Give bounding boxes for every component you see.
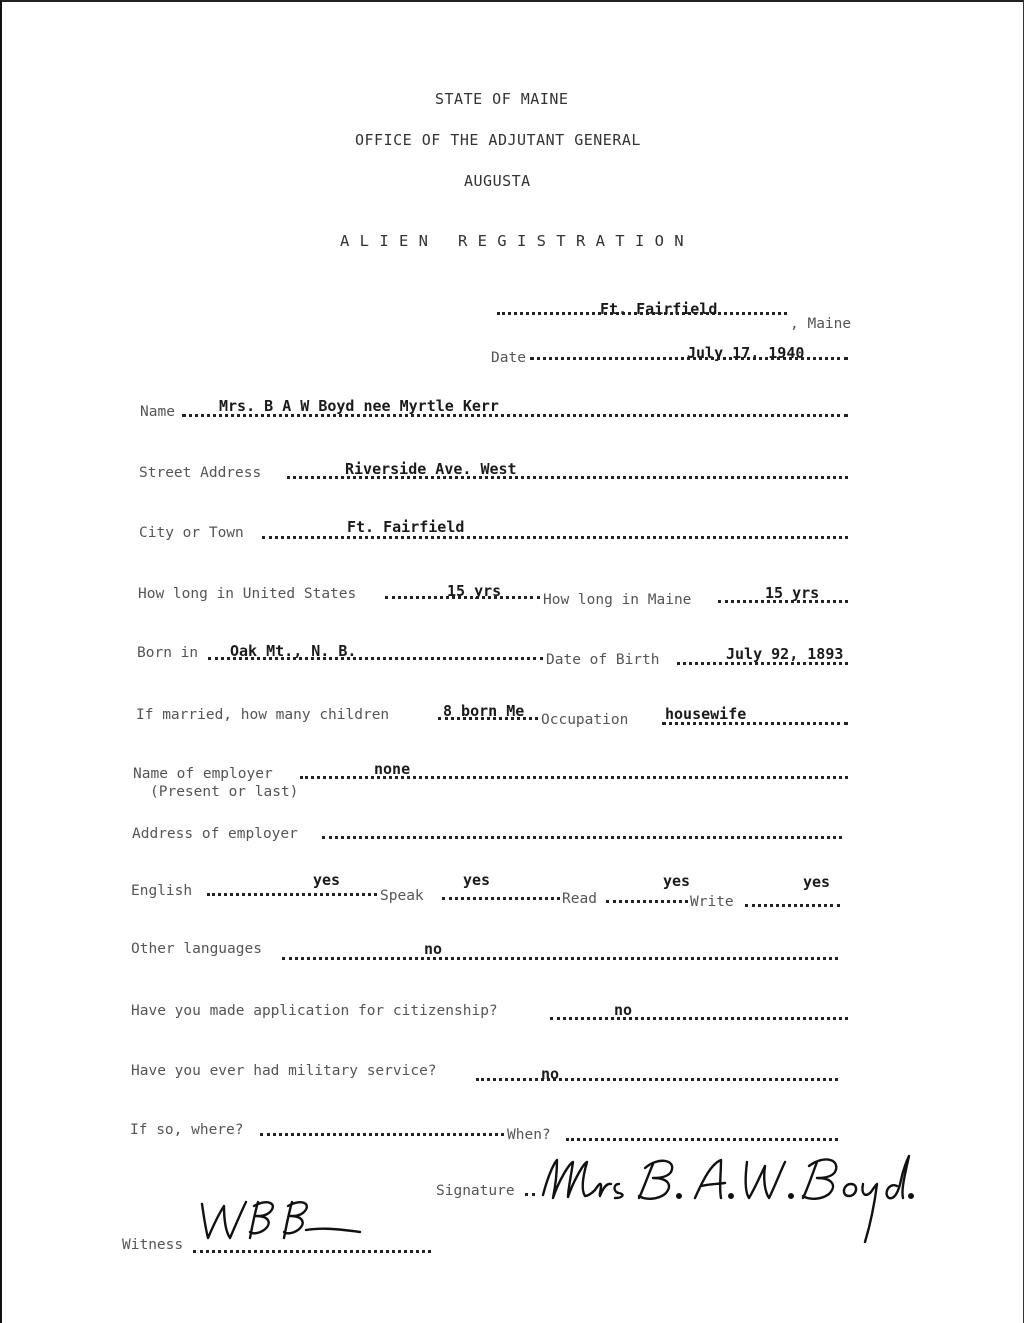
us-time-label: How long in United States	[138, 586, 357, 602]
date-label: Date	[491, 350, 526, 366]
speak-value: yes	[463, 871, 491, 889]
children-line	[438, 717, 538, 720]
employer-sublabel: (Present or last)	[150, 784, 299, 800]
street-value: Riverside Ave. West	[345, 460, 517, 478]
speak-label: Speak	[380, 888, 424, 904]
street-label: Street Address	[139, 465, 262, 481]
employer-line	[300, 776, 848, 779]
dob-label: Date of Birth	[546, 652, 660, 668]
military-line	[476, 1078, 838, 1081]
other-languages-label: Other languages	[131, 941, 262, 957]
signature-label: Signature	[436, 1183, 515, 1199]
write-label: Write	[690, 894, 734, 910]
date-line	[530, 357, 848, 360]
other-languages-value: no	[424, 940, 443, 958]
dob-line	[677, 662, 848, 665]
name-value: Mrs. B A W Boyd nee Myrtle Kerr	[219, 397, 499, 415]
witness-label: Witness	[122, 1237, 184, 1253]
speak-line	[442, 897, 560, 900]
location-value: Ft. Fairfield	[600, 300, 718, 318]
city-label: City or Town	[139, 525, 244, 541]
when-line	[566, 1138, 838, 1141]
location-line	[497, 312, 787, 315]
street-line	[287, 476, 848, 479]
where-label: If so, where?	[130, 1122, 244, 1138]
citizenship-label: Have you made application for citizenship?	[131, 1003, 498, 1019]
city-heading: AUGUSTA	[464, 172, 531, 190]
occupation-value: housewife	[665, 705, 747, 723]
employer-value: none	[374, 760, 411, 778]
dob-value: July 92, 1893	[726, 645, 844, 663]
born-label: Born in	[137, 645, 199, 661]
english-value: yes	[313, 871, 341, 889]
children-value: 8 born Me	[443, 702, 525, 720]
city-value: Ft. Fairfield	[347, 518, 465, 536]
read-label: Read	[562, 891, 597, 907]
us-time-value: 15 yrs	[447, 582, 502, 600]
other-languages-line	[282, 957, 838, 960]
english-label: English	[131, 883, 193, 899]
born-value: Oak Mt., N. B.	[230, 642, 357, 660]
state-heading: STATE OF MAINE	[435, 90, 569, 108]
witness-signature	[196, 1192, 366, 1252]
maine-time-value: 15 yrs	[765, 584, 820, 602]
military-value: no	[541, 1065, 560, 1083]
employer-label: Name of employer	[133, 766, 273, 782]
write-line	[745, 904, 840, 907]
read-value: yes	[663, 872, 691, 890]
name-line	[182, 414, 848, 417]
citizenship-line	[550, 1017, 848, 1020]
write-value: yes	[803, 873, 831, 891]
where-line	[260, 1133, 504, 1136]
name-label: Name	[140, 404, 175, 420]
signature-image	[535, 1150, 915, 1250]
city-line	[262, 536, 848, 539]
maine-time-label: How long in Maine	[543, 592, 692, 608]
military-label: Have you ever had military service?	[131, 1063, 437, 1079]
employer-address-line	[322, 836, 842, 839]
form-title: A L I E N R E G I S T R A T I O N	[340, 232, 685, 250]
maine-time-line	[718, 600, 848, 603]
occupation-label: Occupation	[541, 712, 629, 728]
english-line	[207, 893, 377, 896]
read-line	[606, 900, 688, 903]
born-line	[208, 657, 543, 660]
signature-line	[525, 1193, 535, 1196]
children-label: If married, how many children	[136, 707, 390, 723]
date-value: July 17, 1940	[687, 344, 805, 362]
occupation-line	[662, 722, 848, 725]
us-time-line	[385, 596, 540, 599]
office-heading: OFFICE OF THE ADJUTANT GENERAL	[355, 131, 641, 149]
employer-address-label: Address of employer	[132, 826, 298, 842]
when-label: When?	[507, 1127, 551, 1143]
citizenship-value: no	[614, 1001, 633, 1019]
location-suffix: , Maine	[790, 316, 852, 332]
